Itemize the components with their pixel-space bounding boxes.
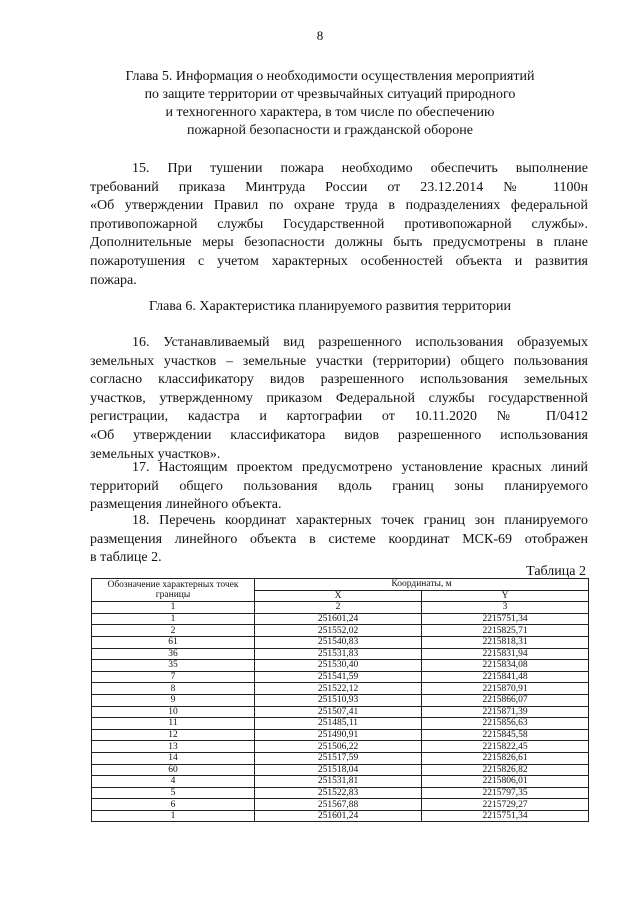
y-coordinate-cell: 2215818,31 xyxy=(422,636,589,648)
table-row xyxy=(92,764,589,776)
point-number-cell: 7 xyxy=(92,671,255,683)
point-number-cell: 1 xyxy=(92,810,255,822)
table-caption: Таблица 2 xyxy=(526,564,586,579)
text-line: Дополнительные меры безопасности должны быть предусмотрены в плане xyxy=(90,235,588,251)
chapter-5-title-line: и техногенного характера, в том числе по обеспечению xyxy=(165,105,495,120)
x-coordinate-cell: 251507,41 xyxy=(255,706,422,718)
text-line: участков, утвержденному приказом Федеральной службы государственной xyxy=(90,390,588,406)
chapter-5-title-line: Глава 5. Информация о необходимости осуществления мероприятий xyxy=(125,69,535,84)
paragraph-15 xyxy=(90,160,588,290)
text-line: в таблице 2. xyxy=(90,550,162,566)
text-line: 18. Перечень координат характерных точек границ зон планируемого xyxy=(132,513,588,528)
y-coordinate-cell: 2215841,48 xyxy=(422,671,589,683)
x-coordinate-cell: 251540,83 xyxy=(255,636,422,648)
coordinates-table-body xyxy=(92,613,589,822)
x-coordinate-cell: 251506,22 xyxy=(255,741,422,753)
text-line: требований приказа Минтруда России от 23.12.2014 № 1100н xyxy=(90,179,588,195)
table-row xyxy=(92,648,589,660)
table-row xyxy=(92,613,589,625)
chapter-5-title xyxy=(80,68,580,140)
text-line: «Об утверждении Правил по охране труда в подразделениях федеральной xyxy=(90,198,588,214)
x-coordinate-cell: 251531,81 xyxy=(255,776,422,788)
y-coordinate-cell: 2215845,58 xyxy=(422,729,589,741)
text-line: противопожарной службы Государственной противопожарной службы». xyxy=(90,216,588,232)
text-line: 15. При тушении пожара необходимо обеспечить выполнение xyxy=(132,161,588,176)
table-row xyxy=(92,810,589,822)
table-row xyxy=(92,776,589,788)
paragraph-17 xyxy=(90,459,588,515)
text-line: «Об утверждении классификатора видов разрешенного использования xyxy=(90,427,588,443)
table-row xyxy=(92,625,589,637)
header-x: X xyxy=(255,590,422,602)
table-row xyxy=(92,799,589,811)
point-number-cell: 10 xyxy=(92,706,255,718)
x-coordinate-cell: 251510,93 xyxy=(255,694,422,706)
x-coordinate-cell: 251541,59 xyxy=(255,671,422,683)
header-y: Y xyxy=(422,590,589,602)
table-row xyxy=(92,636,589,648)
text-line: 17. Настоящим проектом предусмотрено установление красных линий xyxy=(132,460,588,475)
point-number-cell: 35 xyxy=(92,660,255,672)
y-coordinate-cell: 2215826,82 xyxy=(422,764,589,776)
text-line: земельных участков». xyxy=(90,446,221,462)
header-index: 2 xyxy=(255,602,422,614)
y-coordinate-cell: 2215825,71 xyxy=(422,625,589,637)
point-number-cell: 11 xyxy=(92,718,255,730)
x-coordinate-cell: 251567,88 xyxy=(255,799,422,811)
table-row xyxy=(92,741,589,753)
text-line: территорий общего пользования вдоль границ зоны планируемого xyxy=(90,478,588,494)
point-number-cell: 14 xyxy=(92,752,255,764)
paragraph-16 xyxy=(90,334,588,464)
y-coordinate-cell: 2215834,08 xyxy=(422,660,589,672)
y-coordinate-cell: 2215729,27 xyxy=(422,799,589,811)
header-coordinates: Координаты, м xyxy=(255,579,589,591)
table-row xyxy=(92,718,589,730)
text-line: регистрации, кадастра и картографии от 10.11.2020 № П/0412 xyxy=(90,409,588,425)
y-coordinate-cell: 2215870,91 xyxy=(422,683,589,695)
point-number-cell: 1 xyxy=(92,613,255,625)
chapter-5-title-line: по защите территории от чрезвычайных ситуаций природного xyxy=(144,87,516,102)
table-row xyxy=(92,694,589,706)
point-number-cell: 12 xyxy=(92,729,255,741)
text-line: 16. Устанавливаемый вид разрешенного использования образуемых xyxy=(132,335,588,350)
x-coordinate-cell: 251485,11 xyxy=(255,718,422,730)
point-number-cell: 9 xyxy=(92,694,255,706)
header-point-designation: Обозначение характерных точек границы xyxy=(92,579,255,602)
y-coordinate-cell: 2215751,34 xyxy=(422,613,589,625)
y-coordinate-cell: 2215856,63 xyxy=(422,718,589,730)
text-line: пожара. xyxy=(90,272,137,288)
y-coordinate-cell: 2215866,07 xyxy=(422,694,589,706)
y-coordinate-cell: 2215797,35 xyxy=(422,787,589,799)
point-number-cell: 61 xyxy=(92,636,255,648)
x-coordinate-cell: 251522,83 xyxy=(255,787,422,799)
page-number: 8 xyxy=(316,28,324,43)
text-line: земельных участков – земельные участки (территории) общего пользования xyxy=(90,353,588,369)
y-coordinate-cell: 2215822,45 xyxy=(422,741,589,753)
point-number-cell: 2 xyxy=(92,625,255,637)
x-coordinate-cell: 251552,02 xyxy=(255,625,422,637)
x-coordinate-cell: 251601,24 xyxy=(255,810,422,822)
point-number-cell: 6 xyxy=(92,799,255,811)
y-coordinate-cell: 2215751,34 xyxy=(422,810,589,822)
point-number-cell: 8 xyxy=(92,683,255,695)
table-row xyxy=(92,729,589,741)
point-number-cell: 36 xyxy=(92,648,255,660)
table-row xyxy=(92,787,589,799)
text-line: размещения линейного объекта в системе координат МСК-69 отображен xyxy=(90,531,588,547)
point-number-cell: 4 xyxy=(92,776,255,788)
table-row xyxy=(92,683,589,695)
x-coordinate-cell: 251531,83 xyxy=(255,648,422,660)
chapter-6-title: Глава 6. Характеристика планируемого развития территории xyxy=(149,299,511,314)
table-row xyxy=(92,706,589,718)
coordinates-table xyxy=(91,578,589,822)
header-index: 3 xyxy=(422,602,589,614)
table-row xyxy=(92,752,589,764)
header-index: 1 xyxy=(92,602,255,614)
x-coordinate-cell: 251530,40 xyxy=(255,660,422,672)
x-coordinate-cell: 251522,12 xyxy=(255,683,422,695)
y-coordinate-cell: 2215806,01 xyxy=(422,776,589,788)
text-line: размещения линейного объекта. xyxy=(90,497,282,513)
text-line: пожаротушения с учетом характерных особенностей объекта и развития xyxy=(90,253,588,269)
point-number-cell: 5 xyxy=(92,787,255,799)
point-number-cell: 60 xyxy=(92,764,255,776)
chapter-5-title-line: пожарной безопасности и гражданской обороне xyxy=(187,123,473,138)
x-coordinate-cell: 251518,04 xyxy=(255,764,422,776)
x-coordinate-cell: 251517,59 xyxy=(255,752,422,764)
text-line: согласно классификатору видов разрешенного использования земельных xyxy=(90,372,588,388)
y-coordinate-cell: 2215871,39 xyxy=(422,706,589,718)
y-coordinate-cell: 2215826,61 xyxy=(422,752,589,764)
x-coordinate-cell: 251601,24 xyxy=(255,613,422,625)
x-coordinate-cell: 251490,91 xyxy=(255,729,422,741)
table-row xyxy=(92,671,589,683)
table-row xyxy=(92,660,589,672)
point-number-cell: 13 xyxy=(92,741,255,753)
paragraph-18 xyxy=(90,512,588,568)
y-coordinate-cell: 2215831,94 xyxy=(422,648,589,660)
